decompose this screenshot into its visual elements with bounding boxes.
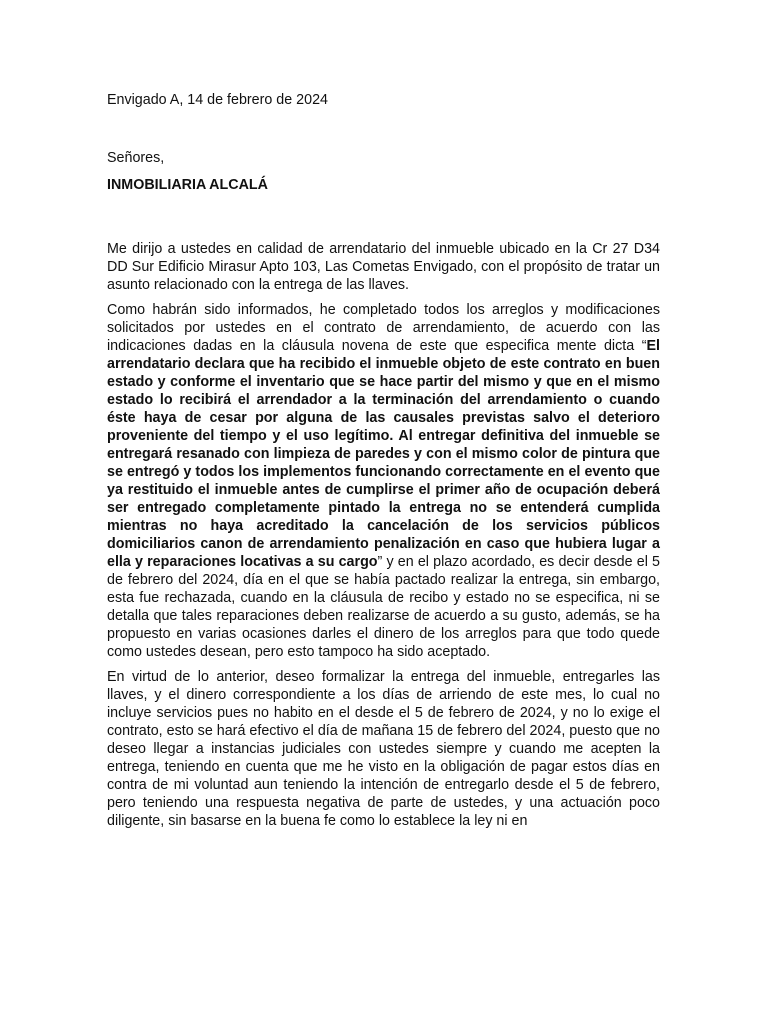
date-line: Envigado A, 14 de febrero de 2024 <box>107 92 328 108</box>
recipient-name: INMOBILIARIA ALCALÁ <box>107 177 268 193</box>
salutation: Señores, <box>107 150 165 166</box>
paragraph-purpose: Me dirijo a ustedes en calidad de arrendatario del inmueble ubicado en la Cr 27 D34 DD Sur Edificio Mirasur Apto 103, Las Cometas Envigado, con el propósito de tratar un asunto relacionado con la entrega de las llaves. <box>107 241 660 293</box>
letter-body <box>107 91 660 837</box>
clause-outro-text: ” y en el plazo acordado, es decir desde el 5 de febrero del 2024, día en el que se había pactado realizar la entrega, sin embargo, esta fue rechazada, cuando en la cláusula de recibo y estado no se especifica, ni se detalla que tales reparaciones deben realizarse de acuerdo a su gusto, además, se ha propuesto en varias ocasiones darles el dinero de los arreglos para que todo quede como ustedes desean, pero esto tampoco ha sido aceptado. <box>107 554 660 660</box>
paragraph-clause <box>107 301 660 661</box>
clause-intro-text: Como habrán sido informados, he completado todos los arreglos y modificaciones solicitados por ustedes en el contrato de arrendamiento, de acuerdo con las indicaciones dadas en la cláusula novena de este que especifica mente dicta “ <box>107 302 660 354</box>
clause-quote-text: El arrendatario declara que ha recibido el inmueble objeto de este contrato en buen estado y conforme el inventario que se hace partir del mismo y que en el mismo estado lo recibirá el arrendador a la terminación del arrendamiento o cuando éste haya de cesar por alguna de las causales previstas salvo el deterioro proveniente del tiempo y el uso legítimo. Al entregar definitiva del inmueble se entregará resanado con limpieza de paredes y con el mismo color de pintura que se entregó y todos los implementos funcionando correctamente en el evento que ya restituido el inmueble antes de cumplirse el primer año de ocupación deberá ser entregado completamente pintado la entrega no se entenderá cumplida mientras no haya acreditado la cancelación de los servicios públicos domiciliarios canon de arrendamiento penalización en caso que hubiera lugar a ella y reparaciones locativas a su cargo <box>107 338 660 570</box>
paragraph-delivery: En virtud de lo anterior, deseo formalizar la entrega del inmueble, entregarles las llaves, y el dinero correspondiente a los días de arriendo de este mes, lo cual no incluye servicios pues no habito en el desde el 5 de febrero de 2024, y no lo exige el contrato, esto se hará efectivo el día de mañana 15 de febrero del 2024, puesto que no deseo llegar a instancias judiciales con ustedes siempre y cuando me acepten la entrega, teniendo en cuenta que me he visto en la obligación de pagar estos días en contra de mi voluntad aun teniendo la intención de entregarlo desde el 5 de febrero, pero teniendo una respuesta negativa de parte de ustedes, y una actuación poco diligente, sin basarse en la buena fe como lo establece la ley ni en <box>107 669 660 829</box>
